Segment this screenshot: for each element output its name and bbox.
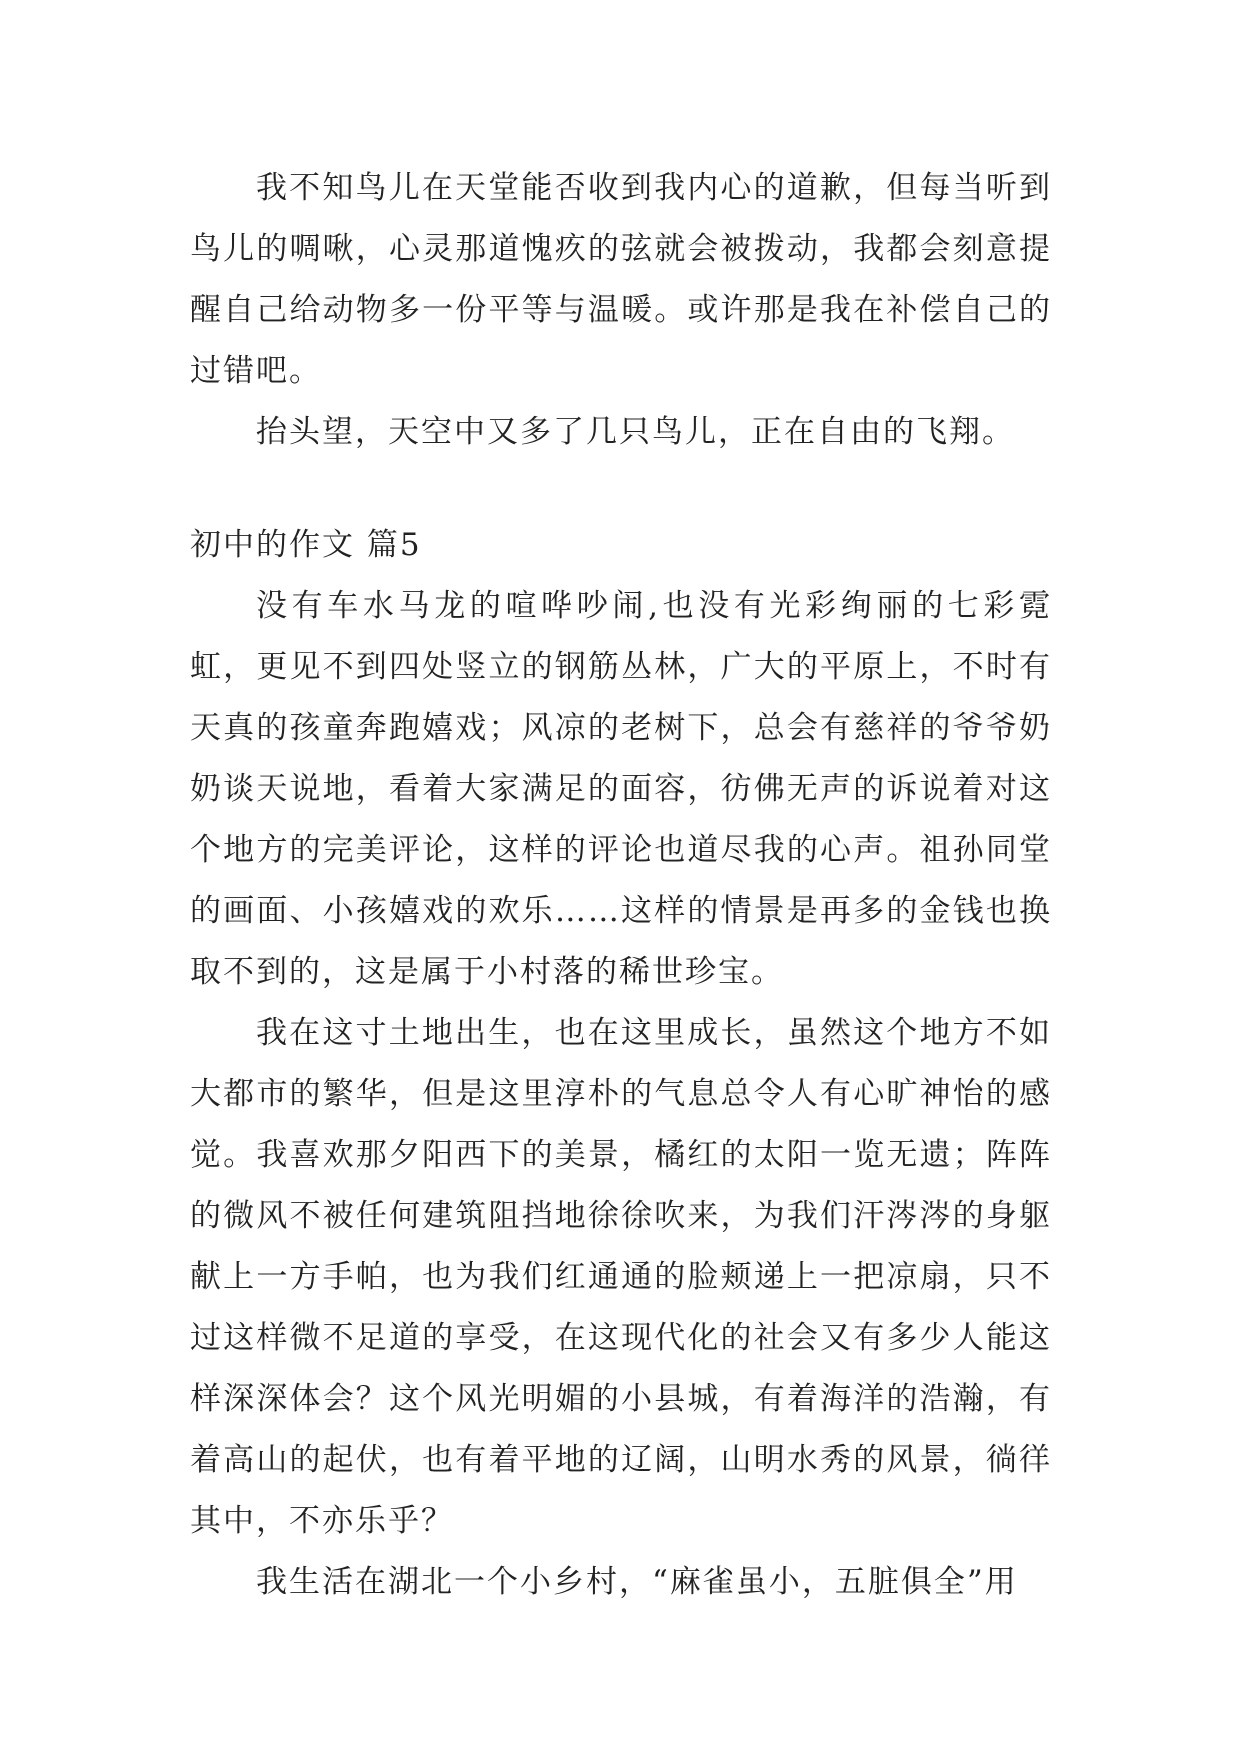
paragraph: 我生活在湖北一个小乡村，“麻雀虽小，五脏俱全”用 [256, 1564, 1018, 1600]
paragraph: 抬头望，天空中又多了几只鸟儿，正在自由的飞翔。 [256, 414, 1015, 450]
paragraph: 我在这寸土地出生，也在这里成长，虽然这个地方不如大都市的繁华，但是这里淳朴的气息总令人有心旷神怡的感觉。我喜欢那夕阳西下的美景，橘红的太阳一览无遗；阵阵的微风不被任何建筑阻挡地徐徐吹来，为我们汗涔涔的身躯献上一方手帕，也为我们红通通的脸颊递上一把凉扇，只不过这样微不足道的享受，在这现代化的社会又有多少人能这样深深体会？这个风光明媚的小县城，有着海洋的浩瀚，有着高山的起伏，也有着平地的辽阔，山明水秀的风景，徜徉其中，不亦乐乎？ [190, 1015, 1052, 1539]
paragraph: 没有车水马龙的喧哗吵闹,也没有光彩绚丽的七彩霓虹，更见不到四处竖立的钢筋丛林，广大的平原上，不时有天真的孩童奔跑嬉戏；风凉的老树下，总会有慈祥的爷爷奶奶谈天说地，看着大家满足的面容，彷佛无声的诉说着对这个地方的完美评论，这样的评论也道尽我的心声。祖孙同堂的画面、小孩嬉戏的欢乐……这样的情景是再多的金钱也换取不到的，这是属于小村落的稀世珍宝。 [190, 588, 1052, 990]
section-heading: 初中的作文 篇5 [190, 527, 422, 563]
document-body [190, 158, 1052, 1613]
paragraph: 我不知鸟儿在天堂能否收到我内心的道歉，但每当听到鸟儿的啁啾，心灵那道愧疚的弦就会被拨动，我都会刻意提醒自己给动物多一份平等与温暖。或许那是我在补偿自己的过错吧。 [190, 170, 1052, 389]
